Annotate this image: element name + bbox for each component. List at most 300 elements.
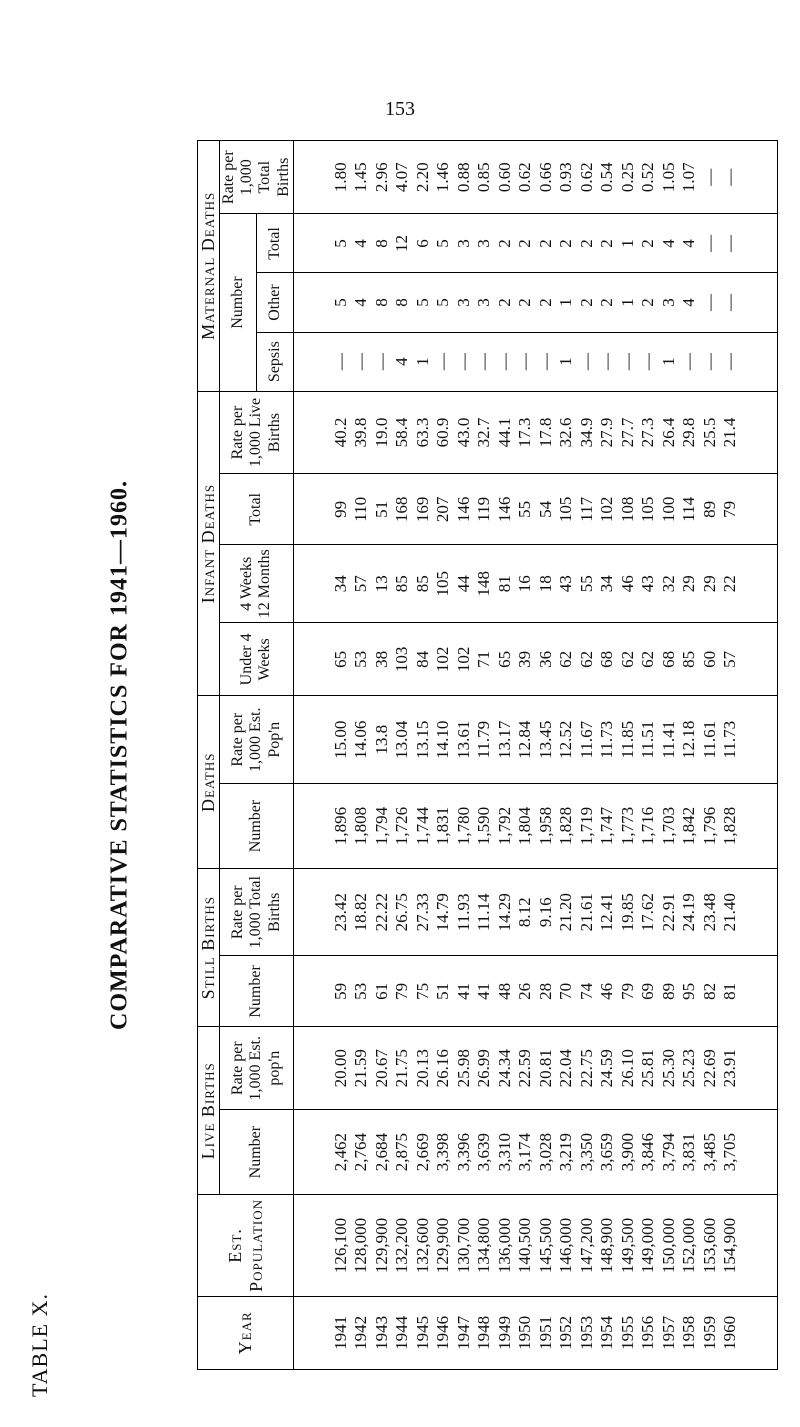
m-sepsis-value: — (638, 353, 658, 371)
i-rate-value: 27.7 (617, 417, 637, 448)
population-value: 129,900 (371, 1217, 391, 1274)
sb-rate-value: 21.20 (556, 893, 576, 932)
d-number-value: 1,796 (699, 806, 719, 846)
i-under4-value: 62 (617, 650, 637, 668)
lb-number-value: 3,028 (535, 1132, 555, 1172)
i-total-value: 119 (474, 496, 494, 522)
column-sb-number (294, 956, 778, 1027)
m-other-value: 3 (474, 298, 494, 307)
d-rate-value: 11.41 (658, 720, 678, 759)
lb-number-value: 3,831 (679, 1132, 699, 1172)
i-total-value: 105 (638, 496, 658, 523)
d-number-value: 1,794 (371, 806, 391, 846)
d-number-value: 1,719 (576, 806, 596, 846)
m-sepsis-value: — (576, 353, 596, 371)
m-sepsis-value: — (535, 353, 555, 371)
m-sepsis-value: — (679, 353, 699, 371)
sb-number-value: 26 (515, 982, 535, 1000)
i-4w12m-value: 34 (597, 575, 617, 593)
sb-rate-value: 18.82 (351, 893, 371, 932)
i-total-value: 207 (433, 496, 453, 523)
i-rate-value: 21.4 (720, 417, 740, 448)
sb-rate-value: 24.19 (679, 893, 699, 932)
m-sepsis-value: 1 (556, 357, 576, 366)
header-sb-rate: Rate per 1,000 Total Births (219, 869, 294, 956)
lb-number-value: 2,764 (351, 1132, 371, 1172)
i-under4-value: 60 (699, 650, 719, 668)
i-rate-value: 63.3 (412, 417, 432, 448)
m-rate-value: 0.52 (638, 162, 658, 193)
i-total-value: 99 (330, 500, 350, 518)
i-4w12m-value: 16 (515, 575, 535, 593)
lb-number-value: 3,659 (597, 1132, 617, 1172)
year-value: 1955 (617, 1315, 637, 1350)
sb-number-value: 51 (433, 982, 453, 1000)
header-i-total: Total (219, 474, 294, 545)
i-total-value: 55 (515, 500, 535, 518)
m-sepsis-value: — (720, 353, 740, 371)
table-label: TABLE X. (27, 1292, 52, 1398)
lb-number-value: 3,900 (617, 1132, 637, 1172)
d-number-value: 1,726 (392, 806, 412, 846)
i-rate-value: 43.0 (453, 417, 473, 448)
header-d-rate: Rate per 1,000 Est. Pop'n (219, 696, 294, 783)
header-m-total: Total (256, 214, 293, 273)
i-rate-value: 32.6 (556, 417, 576, 448)
lb-rate-value: 21.75 (392, 1049, 412, 1088)
i-under4-value: 84 (412, 650, 432, 668)
sb-number-value: 46 (597, 982, 617, 1000)
i-total-value: 146 (453, 496, 473, 523)
population-value: 149,500 (617, 1217, 637, 1274)
year-value: 1948 (474, 1315, 494, 1350)
i-total-value: 51 (371, 500, 391, 518)
i-4w12m-value: 29 (679, 575, 699, 593)
column-lb-number (294, 1110, 778, 1195)
i-rate-value: 39.8 (351, 417, 371, 448)
m-rate-value: 2.96 (371, 162, 391, 193)
lb-rate-value: 25.23 (679, 1049, 699, 1088)
sb-rate-value: 27.33 (412, 893, 432, 932)
population-value: 148,900 (597, 1217, 617, 1274)
lb-number-value: 3,219 (556, 1132, 576, 1172)
d-rate-value: 11.85 (617, 720, 637, 759)
i-rate-value: 34.9 (576, 417, 596, 448)
i-total-value: 105 (556, 496, 576, 523)
i-4w12m-value: 32 (658, 575, 678, 593)
m-total-value: 4 (679, 239, 699, 248)
lb-rate-value: 20.13 (412, 1049, 432, 1088)
sb-number-value: 41 (453, 982, 473, 1000)
i-total-value: 146 (494, 496, 514, 523)
d-rate-value: 12.52 (556, 720, 576, 759)
header-deaths: Deaths (198, 696, 220, 869)
year-value: 1957 (658, 1315, 678, 1350)
sb-number-value: 53 (351, 982, 371, 1000)
m-rate-value: 0.66 (535, 162, 555, 193)
lb-number-value: 3,639 (474, 1132, 494, 1172)
population-value: 152,000 (679, 1217, 699, 1274)
column-m-rate (294, 141, 778, 214)
header-i-4w12m: 4 Weeks 12 Months (219, 545, 294, 623)
m-total-value: 2 (535, 239, 555, 248)
i-total-value: 110 (351, 496, 371, 522)
year-value: 1952 (556, 1315, 576, 1350)
i-total-value: 102 (597, 496, 617, 523)
d-rate-value: 11.73 (720, 720, 740, 759)
population-value: 128,000 (351, 1217, 371, 1274)
year-value: 1958 (679, 1315, 699, 1350)
d-number-value: 1,780 (453, 806, 473, 846)
sb-rate-value: 22.91 (658, 893, 678, 932)
year-value: 1941 (330, 1315, 350, 1350)
m-total-value: 2 (494, 239, 514, 248)
i-4w12m-value: 22 (720, 575, 740, 593)
sb-number-value: 74 (576, 982, 596, 1000)
i-rate-value: 25.5 (699, 417, 719, 448)
i-rate-value: 17.8 (535, 417, 555, 448)
i-under4-value: 62 (576, 650, 596, 668)
sb-number-value: 95 (679, 982, 699, 1000)
d-rate-value: 13.45 (535, 720, 555, 759)
i-4w12m-value: 43 (638, 575, 658, 593)
d-number-value: 1,590 (474, 806, 494, 846)
column-m-other (294, 273, 778, 332)
year-value: 1956 (638, 1315, 658, 1350)
lb-number-value: 2,669 (412, 1132, 432, 1172)
m-rate-value: 0.54 (597, 162, 617, 193)
lb-rate-value: 24.34 (494, 1049, 514, 1088)
m-other-value: 2 (494, 298, 514, 307)
d-rate-value: 14.06 (351, 720, 371, 759)
sb-number-value: 75 (412, 982, 432, 1000)
i-total-value: 168 (392, 496, 412, 523)
page-number: 153 (385, 98, 415, 120)
i-under4-value: 57 (720, 650, 740, 668)
lb-rate-value: 26.10 (617, 1049, 637, 1088)
header-m-sepsis: Sepsis (256, 332, 293, 391)
i-rate-value: 27.3 (638, 417, 658, 448)
m-rate-value: — (699, 168, 719, 186)
d-rate-value: 11.61 (699, 720, 719, 759)
data-row (294, 141, 778, 1370)
sb-rate-value: 19.85 (617, 893, 637, 932)
m-other-value: 2 (515, 298, 535, 307)
m-sepsis-value: 1 (412, 357, 432, 366)
d-rate-value: 13.61 (453, 720, 473, 759)
sb-rate-value: 21.40 (720, 893, 740, 932)
lb-rate-value: 21.59 (351, 1049, 371, 1088)
m-total-value: 12 (392, 234, 412, 252)
i-under4-value: 71 (474, 650, 494, 668)
population-value: 132,200 (392, 1217, 412, 1274)
header-est-population: Est. Population (198, 1195, 294, 1297)
m-total-value: 2 (515, 239, 535, 248)
column-i-rate (294, 391, 778, 474)
column-m-sepsis (294, 332, 778, 391)
m-rate-value: 1.80 (330, 162, 350, 193)
sb-rate-value: 11.93 (453, 893, 473, 932)
year-value: 1944 (392, 1315, 412, 1350)
i-total-value: 89 (699, 500, 719, 518)
lb-number-value: 3,310 (494, 1132, 514, 1172)
lb-number-value: 2,875 (392, 1132, 412, 1172)
sb-number-value: 70 (556, 982, 576, 1000)
sb-rate-value: 12.41 (597, 893, 617, 932)
i-total-value: 169 (412, 496, 432, 523)
lb-number-value: 3,174 (515, 1132, 535, 1172)
i-total-value: 117 (576, 496, 596, 522)
i-4w12m-value: 57 (351, 575, 371, 593)
column-lb-rate (294, 1027, 778, 1110)
i-total-value: 79 (720, 500, 740, 518)
column-m-total (294, 214, 778, 273)
column-i-total (294, 474, 778, 545)
i-rate-value: 29.8 (679, 417, 699, 448)
year-value: 1950 (515, 1315, 535, 1350)
lb-rate-value: 22.75 (576, 1049, 596, 1088)
m-total-value: 3 (474, 239, 494, 248)
sb-rate-value: 23.48 (699, 893, 719, 932)
sb-number-value: 79 (617, 982, 637, 1000)
i-rate-value: 27.9 (597, 417, 617, 448)
m-sepsis-value: — (474, 353, 494, 371)
i-rate-value: 58.4 (392, 417, 412, 448)
m-sepsis-value: — (453, 353, 473, 371)
m-sepsis-value: — (597, 353, 617, 371)
sb-rate-value: 14.29 (494, 893, 514, 932)
lb-number-value: 2,462 (330, 1132, 350, 1172)
m-total-value: 5 (433, 239, 453, 248)
m-rate-value: 1.05 (658, 162, 678, 193)
i-4w12m-value: 148 (474, 571, 494, 597)
header-d-number: Number (219, 783, 294, 868)
d-rate-value: 13.04 (392, 720, 412, 759)
header-sb-number: Number (219, 956, 294, 1027)
i-4w12m-value: 34 (330, 575, 350, 593)
i-rate-value: 17.3 (515, 417, 535, 448)
m-total-value: — (720, 234, 740, 252)
m-other-value: 2 (535, 298, 555, 307)
column-d-rate (294, 696, 778, 783)
i-rate-value: 60.9 (433, 417, 453, 448)
m-sepsis-value: 4 (392, 357, 412, 366)
column-i-4w12m (294, 545, 778, 623)
sb-number-value: 81 (720, 982, 740, 1000)
m-other-value: 1 (556, 298, 576, 307)
m-total-value: 3 (453, 239, 473, 248)
d-rate-value: 13.17 (494, 720, 514, 759)
d-rate-value: 15.00 (330, 720, 350, 759)
d-rate-value: 12.18 (679, 720, 699, 759)
header-i-rate: Rate per 1,000 Live Births (219, 391, 294, 474)
i-total-value: 108 (617, 496, 637, 523)
d-number-value: 1,896 (330, 806, 350, 846)
i-4w12m-value: 44 (453, 575, 473, 593)
lb-rate-value: 25.81 (638, 1049, 658, 1088)
header-m-other: Other (256, 273, 293, 332)
d-rate-value: 11.73 (597, 720, 617, 759)
d-rate-value: 13.8 (371, 724, 391, 755)
m-other-value: 2 (597, 298, 617, 307)
i-under4-value: 62 (638, 650, 658, 668)
i-rate-value: 44.1 (494, 417, 514, 448)
m-total-value: 8 (371, 239, 391, 248)
year-value: 1959 (699, 1315, 719, 1350)
population-value: 153,600 (699, 1217, 719, 1274)
lb-number-value: 3,485 (699, 1132, 719, 1172)
table-title: COMPARATIVE STATISTICS FOR 1941—1960. (106, 480, 133, 1030)
m-other-value: — (699, 294, 719, 312)
sb-rate-value: 26.75 (392, 893, 412, 932)
m-other-value: 5 (412, 298, 432, 307)
comparative-statistics-table (197, 140, 778, 1370)
i-4w12m-value: 29 (699, 575, 719, 593)
m-sepsis-value: — (494, 353, 514, 371)
m-total-value: 2 (638, 239, 658, 248)
m-sepsis-value: — (371, 353, 391, 371)
m-rate-value: 2.20 (412, 162, 432, 193)
d-rate-value: 13.15 (412, 720, 432, 759)
i-4w12m-value: 18 (535, 575, 555, 593)
m-total-value: 2 (556, 239, 576, 248)
header-m-number: Number (219, 214, 256, 391)
m-rate-value: 0.25 (617, 162, 637, 193)
d-number-value: 1,828 (556, 806, 576, 846)
i-rate-value: 19.0 (371, 417, 391, 448)
i-under4-value: 36 (535, 650, 555, 668)
m-other-value: — (720, 294, 740, 312)
d-number-value: 1,804 (515, 806, 535, 846)
sb-number-value: 61 (371, 982, 391, 1000)
header-maternal-deaths: Maternal Deaths (198, 141, 220, 392)
i-total-value: 54 (535, 500, 555, 518)
year-value: 1960 (720, 1315, 740, 1350)
m-sepsis-value: 1 (658, 357, 678, 366)
i-4w12m-value: 81 (494, 575, 514, 593)
header-infant-deaths: Infant Deaths (198, 391, 220, 696)
m-rate-value: 1.46 (433, 162, 453, 193)
lb-number-value: 3,398 (433, 1132, 453, 1172)
year-value: 1943 (371, 1315, 391, 1350)
d-number-value: 1,703 (658, 806, 678, 846)
d-number-value: 1,716 (638, 806, 658, 846)
population-value: 129,900 (433, 1217, 453, 1274)
i-under4-value: 68 (597, 650, 617, 668)
i-rate-value: 40.2 (330, 417, 350, 448)
lb-number-value: 3,705 (720, 1132, 740, 1172)
m-other-value: 3 (658, 298, 678, 307)
lb-rate-value: 22.04 (556, 1049, 576, 1088)
lb-number-value: 3,794 (658, 1132, 678, 1172)
m-rate-value: 1.45 (351, 162, 371, 193)
lb-rate-value: 24.59 (597, 1049, 617, 1088)
m-rate-value: 4.07 (392, 162, 412, 193)
i-rate-value: 26.4 (658, 417, 678, 448)
m-other-value: 5 (433, 298, 453, 307)
m-total-value: 1 (617, 239, 637, 248)
lb-rate-value: 26.99 (474, 1049, 494, 1088)
header-lb-number: Number (219, 1110, 294, 1195)
header-year: Year (198, 1296, 294, 1369)
lb-rate-value: 20.00 (330, 1049, 350, 1088)
column-population (294, 1195, 778, 1297)
d-number-value: 1,792 (494, 806, 514, 846)
year-value: 1947 (453, 1315, 473, 1350)
sb-rate-value: 23.42 (330, 893, 350, 932)
year-value: 1942 (351, 1315, 371, 1350)
d-number-value: 1,747 (597, 806, 617, 846)
d-number-value: 1,808 (351, 806, 371, 846)
year-value: 1945 (412, 1315, 432, 1350)
lb-number-value: 3,396 (453, 1132, 473, 1172)
m-other-value: 5 (330, 298, 350, 307)
sb-number-value: 59 (330, 982, 350, 1000)
table-rotation-frame (197, 140, 742, 1370)
year-value: 1953 (576, 1315, 596, 1350)
m-other-value: 8 (392, 298, 412, 307)
population-value: 130,700 (453, 1217, 473, 1274)
m-total-value: 2 (576, 239, 596, 248)
m-other-value: 2 (576, 298, 596, 307)
lb-rate-value: 25.98 (453, 1049, 473, 1088)
d-rate-value: 14.10 (433, 720, 453, 759)
lb-number-value: 3,350 (576, 1132, 596, 1172)
lb-rate-value: 22.69 (699, 1049, 719, 1088)
i-under4-value: 68 (658, 650, 678, 668)
lb-rate-value: 20.81 (535, 1049, 555, 1088)
lb-rate-value: 23.91 (720, 1049, 740, 1088)
sb-number-value: 48 (494, 982, 514, 1000)
header-row-groups (198, 141, 220, 1370)
m-rate-value: 0.88 (453, 162, 473, 193)
i-under4-value: 102 (453, 646, 473, 673)
population-value: 145,500 (535, 1217, 555, 1274)
d-number-value: 1,842 (679, 806, 699, 846)
m-rate-value: — (720, 168, 740, 186)
population-value: 150,000 (658, 1217, 678, 1274)
i-under4-value: 53 (351, 650, 371, 668)
lb-rate-value: 22.59 (515, 1049, 535, 1088)
m-sepsis-value: — (330, 353, 350, 371)
i-4w12m-value: 13 (371, 575, 391, 593)
i-total-value: 100 (658, 496, 678, 523)
year-value: 1949 (494, 1315, 514, 1350)
year-value: 1946 (433, 1315, 453, 1350)
sb-rate-value: 14.79 (433, 893, 453, 932)
header-live-births: Live Births (198, 1027, 220, 1195)
sb-rate-value: 8.12 (515, 897, 535, 928)
i-under4-value: 62 (556, 650, 576, 668)
column-i-under4 (294, 623, 778, 696)
m-total-value: 6 (412, 239, 432, 248)
i-under4-value: 103 (392, 646, 412, 673)
population-value: 132,600 (412, 1217, 432, 1274)
m-total-value: 2 (597, 239, 617, 248)
population-value: 134,800 (474, 1217, 494, 1274)
i-under4-value: 38 (371, 650, 391, 668)
column-year (294, 1296, 778, 1369)
i-under4-value: 65 (330, 650, 350, 668)
column-sb-rate (294, 869, 778, 956)
year-value: 1954 (597, 1315, 617, 1350)
m-rate-value: 0.85 (474, 162, 494, 193)
m-sepsis-value: — (433, 353, 453, 371)
i-under4-value: 65 (494, 650, 514, 668)
sb-rate-value: 21.61 (576, 893, 596, 932)
m-total-value: 4 (658, 239, 678, 248)
i-under4-value: 85 (679, 650, 699, 668)
